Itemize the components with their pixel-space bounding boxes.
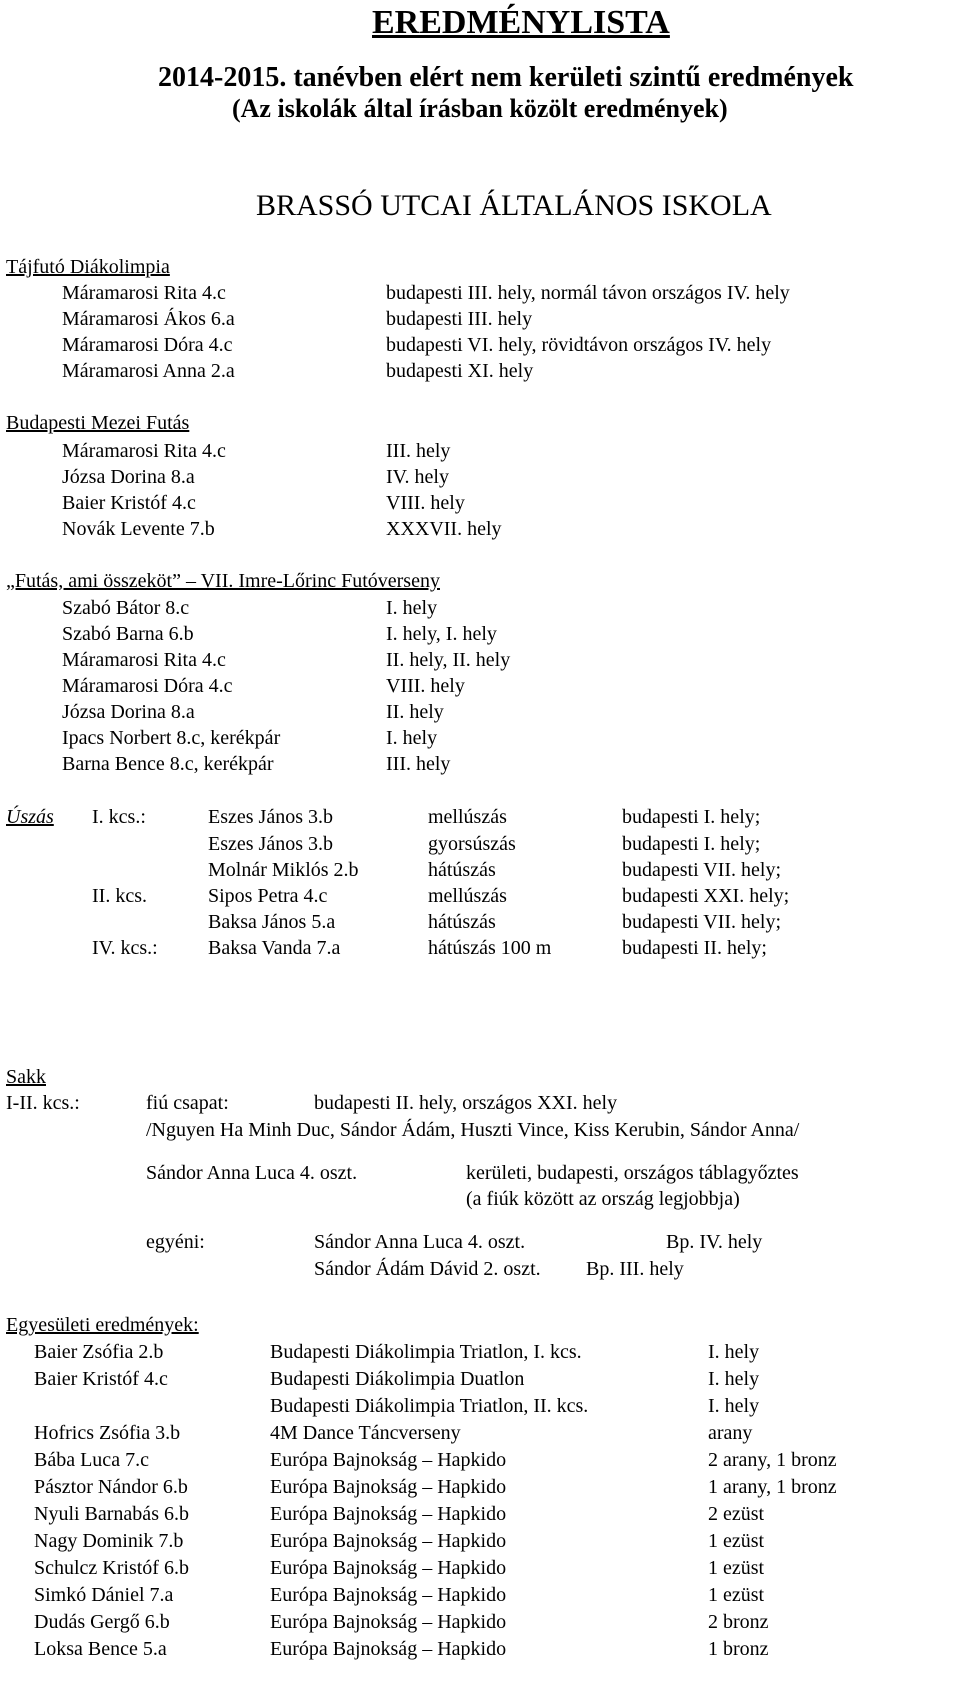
egyesuleti-result-9: 1 ezüst xyxy=(708,1557,765,1579)
egyesuleti-result-10: 1 ezüst xyxy=(708,1584,765,1606)
uszas-name-1: Eszes János 3.b xyxy=(208,806,333,828)
futas-result-5: II. hely xyxy=(386,701,444,723)
egyesuleti-event-3: Budapesti Diákolimpia Triatlon, II. kcs. xyxy=(270,1395,589,1417)
uszas-event-3: hátúszás xyxy=(428,859,496,881)
tajfuto-result-4: budapesti XI. hely xyxy=(386,360,534,382)
uszas-name-2: Eszes János 3.b xyxy=(208,833,333,855)
egyesuleti-event-10: Európa Bajnokság – Hapkido xyxy=(270,1584,507,1606)
egyesuleti-name-4: Hofrics Zsófia 3.b xyxy=(34,1422,181,1444)
uszas-event-2: gyorsúszás xyxy=(428,833,516,855)
section-heading-egyesuleti: Egyesületi eredmények: xyxy=(6,1314,199,1336)
egyesuleti-result-1: I. hely xyxy=(708,1341,760,1363)
egyesuleti-event-12: Európa Bajnokság – Hapkido xyxy=(270,1638,507,1660)
futas-result-1: I. hely xyxy=(386,597,438,619)
section-heading-futas: „Futás, ami összeköt” – VII. Imre-Lőrinc Futóverseny xyxy=(6,570,440,592)
uszas-result-1: budapesti I. hely; xyxy=(622,806,761,828)
futas-name-5: Józsa Dorina 8.a xyxy=(62,701,195,723)
school-name: BRASSÓ UTCAI ÁLTALÁNOS ISKOLA xyxy=(256,189,772,222)
futas-name-6: Ipacs Norbert 8.c, kerékpár xyxy=(62,727,281,749)
subtitle-line-1: 2014-2015. tanévben elért nem kerületi szintű eredmények xyxy=(158,62,854,93)
mezei-result-2: IV. hely xyxy=(386,466,449,488)
uszas-name-3: Molnár Miklós 2.b xyxy=(208,859,359,881)
egyesuleti-name-1: Baier Zsófia 2.b xyxy=(34,1341,164,1363)
uszas-cat-6: IV. kcs.: xyxy=(92,937,158,959)
uszas-result-3: budapesti VII. hely; xyxy=(622,859,782,881)
section-heading-mezei: Budapesti Mezei Futás xyxy=(6,412,190,434)
uszas-result-4: budapesti XXI. hely; xyxy=(622,885,790,907)
futas-result-2: I. hely, I. hely xyxy=(386,623,497,645)
futas-name-2: Szabó Barna 6.b xyxy=(62,623,194,645)
egyesuleti-result-12: 1 bronz xyxy=(708,1638,769,1660)
futas-name-3: Máramarosi Rita 4.c xyxy=(62,649,226,671)
sakk-individual-result-2: Bp. III. hely xyxy=(586,1258,684,1280)
egyesuleti-name-9: Schulcz Kristóf 6.b xyxy=(34,1557,189,1579)
sakk-individual-name-2: Sándor Ádám Dávid 2. oszt. xyxy=(314,1258,541,1280)
uszas-event-1: mellúszás xyxy=(428,806,507,828)
egyesuleti-name-12: Loksa Bence 5.a xyxy=(34,1638,167,1660)
uszas-name-6: Baksa Vanda 7.a xyxy=(208,937,341,959)
egyesuleti-result-11: 2 bronz xyxy=(708,1611,769,1633)
sakk-team-result: budapesti II. hely, országos XXI. hely xyxy=(314,1092,618,1114)
mezei-name-2: Józsa Dorina 8.a xyxy=(62,466,195,488)
uszas-result-2: budapesti I. hely; xyxy=(622,833,761,855)
egyesuleti-result-5: 2 arany, 1 bronz xyxy=(708,1449,837,1471)
sakk-team-label: fiú csapat: xyxy=(146,1092,229,1114)
sakk-cat: I-II. kcs.: xyxy=(6,1092,80,1114)
futas-result-4: VIII. hely xyxy=(386,675,465,697)
egyesuleti-result-4: arany xyxy=(708,1422,753,1444)
egyesuleti-result-6: 1 arany, 1 bronz xyxy=(708,1476,837,1498)
sakk-board-result-1: kerületi, budapesti, országos táblagyőztes xyxy=(466,1162,799,1184)
egyesuleti-event-1: Budapesti Diákolimpia Triatlon, I. kcs. xyxy=(270,1341,582,1363)
mezei-name-3: Baier Kristóf 4.c xyxy=(62,492,196,514)
egyesuleti-event-9: Európa Bajnokság – Hapkido xyxy=(270,1557,507,1579)
sakk-board-result-2: (a fiúk között az ország legjobbja) xyxy=(466,1188,740,1210)
section-heading-sakk: Sakk xyxy=(6,1066,46,1088)
uszas-result-6: budapesti II. hely; xyxy=(622,937,767,959)
tajfuto-name-4: Máramarosi Anna 2.a xyxy=(62,360,235,382)
futas-name-7: Barna Bence 8.c, kerékpár xyxy=(62,753,274,775)
egyesuleti-name-7: Nyuli Barnabás 6.b xyxy=(34,1503,189,1525)
tajfuto-name-3: Máramarosi Dóra 4.c xyxy=(62,334,233,356)
futas-result-3: II. hely, II. hely xyxy=(386,649,511,671)
futas-result-6: I. hely xyxy=(386,727,438,749)
egyesuleti-event-2: Budapesti Diákolimpia Duatlon xyxy=(270,1368,525,1390)
subtitle-line-2: (Az iskolák által írásban közölt eredmények) xyxy=(232,94,728,123)
uszas-event-5: hátúszás xyxy=(428,911,496,933)
egyesuleti-event-5: Európa Bajnokság – Hapkido xyxy=(270,1449,507,1471)
mezei-name-4: Novák Levente 7.b xyxy=(62,518,215,540)
uszas-event-4: mellúszás xyxy=(428,885,507,907)
uszas-name-4: Sipos Petra 4.c xyxy=(208,885,328,907)
uszas-result-5: budapesti VII. hely; xyxy=(622,911,782,933)
egyesuleti-event-7: Európa Bajnokság – Hapkido xyxy=(270,1503,507,1525)
sakk-team-members: /Nguyen Ha Minh Duc, Sándor Ádám, Huszti Vince, Kiss Kerubin, Sándor Anna/ xyxy=(146,1119,800,1141)
sakk-board-name: Sándor Anna Luca 4. oszt. xyxy=(146,1162,358,1184)
egyesuleti-name-8: Nagy Dominik 7.b xyxy=(34,1530,184,1552)
egyesuleti-name-6: Pásztor Nándor 6.b xyxy=(34,1476,188,1498)
section-heading-tajfuto: Tájfutó Diákolimpia xyxy=(6,256,170,278)
tajfuto-result-2: budapesti III. hely xyxy=(386,308,533,330)
tajfuto-result-3: budapesti VI. hely, rövidtávon országos IV. hely xyxy=(386,334,772,356)
tajfuto-name-2: Máramarosi Ákos 6.a xyxy=(62,308,235,330)
uszas-name-5: Baksa János 5.a xyxy=(208,911,336,933)
futas-result-7: III. hely xyxy=(386,753,451,775)
mezei-result-3: VIII. hely xyxy=(386,492,465,514)
egyesuleti-event-8: Európa Bajnokság – Hapkido xyxy=(270,1530,507,1552)
uszas-cat-4: II. kcs. xyxy=(92,885,147,907)
futas-name-1: Szabó Bátor 8.c xyxy=(62,597,190,619)
egyesuleti-result-2: I. hely xyxy=(708,1368,760,1390)
egyesuleti-result-8: 1 ezüst xyxy=(708,1530,765,1552)
egyesuleti-name-10: Simkó Dániel 7.a xyxy=(34,1584,174,1606)
uszas-event-6: hátúszás 100 m xyxy=(428,937,552,959)
egyesuleti-event-11: Európa Bajnokság – Hapkido xyxy=(270,1611,507,1633)
egyesuleti-name-2: Baier Kristóf 4.c xyxy=(34,1368,168,1390)
egyesuleti-name-11: Dudás Gergő 6.b xyxy=(34,1611,170,1633)
section-heading-uszas: Úszás xyxy=(6,806,54,828)
uszas-cat-1: I. kcs.: xyxy=(92,806,146,828)
mezei-result-4: XXXVII. hely xyxy=(386,518,502,540)
tajfuto-result-1: budapesti III. hely, normál távon országos IV. hely xyxy=(386,282,790,304)
sakk-individual-name-1: Sándor Anna Luca 4. oszt. xyxy=(314,1231,526,1253)
tajfuto-name-1: Máramarosi Rita 4.c xyxy=(62,282,226,304)
egyesuleti-result-7: 2 ezüst xyxy=(708,1503,765,1525)
sakk-individual-result-1: Bp. IV. hely xyxy=(666,1231,763,1253)
sakk-individual-label: egyéni: xyxy=(146,1231,205,1253)
egyesuleti-result-3: I. hely xyxy=(708,1395,760,1417)
egyesuleti-event-4: 4M Dance Táncverseny xyxy=(270,1422,461,1444)
egyesuleti-name-5: Bába Luca 7.c xyxy=(34,1449,149,1471)
egyesuleti-event-6: Európa Bajnokság – Hapkido xyxy=(270,1476,507,1498)
mezei-name-1: Máramarosi Rita 4.c xyxy=(62,440,226,462)
document-title: EREDMÉNYLISTA xyxy=(372,4,670,41)
mezei-result-1: III. hely xyxy=(386,440,451,462)
futas-name-4: Máramarosi Dóra 4.c xyxy=(62,675,233,697)
